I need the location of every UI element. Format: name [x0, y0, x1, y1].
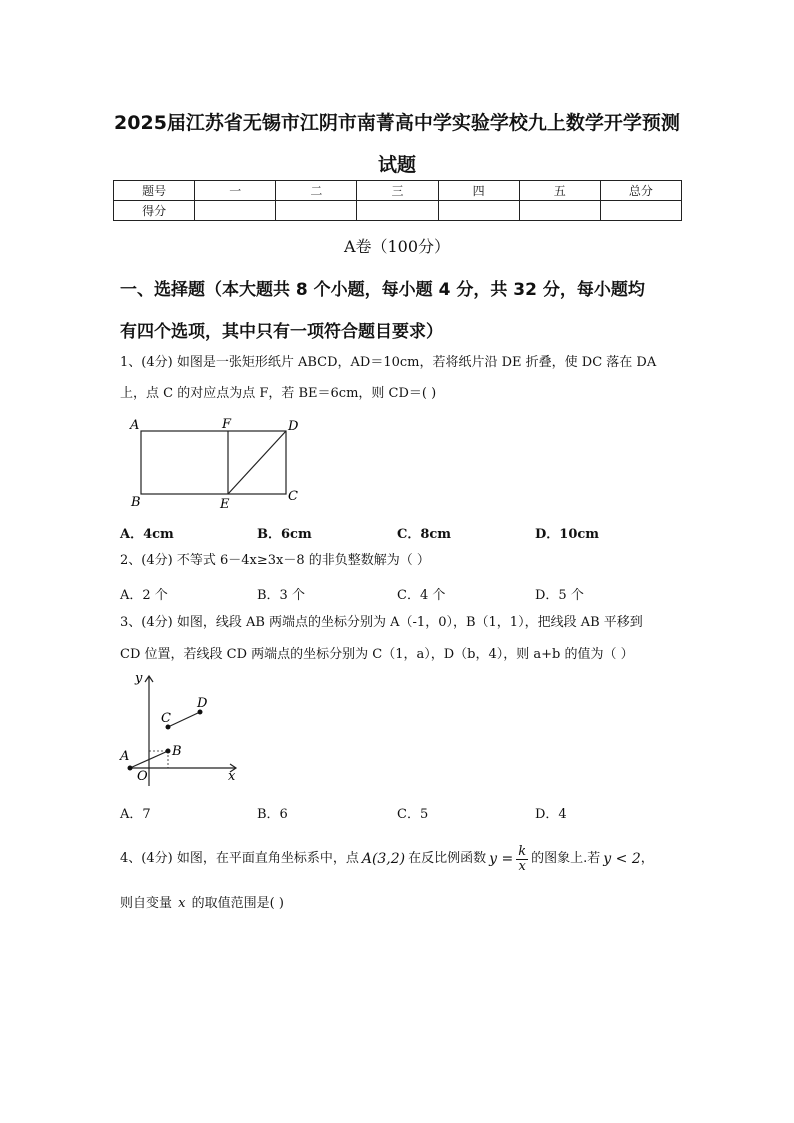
score-cell	[519, 201, 600, 221]
q1-option-d: D．10cm	[535, 527, 600, 542]
volume-heading: A卷（100分）	[343, 237, 451, 256]
q1-option-c: C．8cm	[397, 527, 452, 542]
q1-option-a: A．4cm	[120, 527, 174, 542]
q4-after: 的图象上.若	[531, 851, 601, 866]
q1-option-b: B．6cm	[257, 527, 312, 542]
q1-rect-solid	[141, 431, 286, 494]
score-cell	[438, 201, 519, 221]
q3-label-x: x	[228, 769, 236, 784]
q4-func-den: x	[518, 858, 526, 874]
q2-option-c: C．4 个	[397, 588, 446, 603]
q3-option-c: C．5	[397, 807, 429, 822]
q2-option-b: B．3 个	[257, 588, 305, 603]
score-table-header-row	[114, 181, 682, 201]
score-cell	[357, 201, 438, 221]
q3-coordinate-figure	[118, 668, 248, 790]
score-cell: 二	[276, 181, 357, 201]
q4-condition: y < 2	[603, 851, 641, 867]
score-cell: 一	[195, 181, 276, 201]
score-cell: 总分	[600, 181, 681, 201]
q4-mid: 在反比例函数	[408, 851, 487, 866]
q3-option-a: A．7	[120, 807, 151, 822]
q4-func-num: k	[518, 843, 527, 859]
q3-option-b: B．6	[257, 807, 288, 822]
score-cell: 三	[357, 181, 438, 201]
q1-label-e: E	[220, 497, 230, 512]
q4-line2-post: 的取值范围是( )	[191, 896, 284, 911]
q3-label-c: C	[161, 711, 171, 726]
score-table	[113, 180, 682, 221]
q1-label-b: B	[131, 495, 141, 510]
exam-title-line1: 2025届江苏省无锡市江阴市南菁高中学实验学校九上数学开学预测	[114, 112, 680, 134]
q4-func-y: y =	[489, 851, 514, 867]
q3-label-d: D	[197, 696, 208, 711]
q4-comma: ，	[640, 851, 654, 866]
q2-option-d: D．5 个	[535, 588, 584, 603]
q3-label-b: B	[172, 744, 182, 759]
score-cell	[600, 201, 681, 221]
q1-label-c: C	[288, 489, 298, 504]
q3-label-o: O	[137, 769, 148, 784]
q3-point-a	[128, 766, 133, 771]
q1-label-f: F	[222, 417, 232, 432]
score-cell: 四	[438, 181, 519, 201]
q1-rectangle-figure	[125, 414, 315, 514]
q3-segment-cd	[168, 712, 200, 727]
q3-point-b	[166, 749, 171, 754]
score-cell: 五	[519, 181, 600, 201]
score-cell	[276, 201, 357, 221]
section1-heading-line1: 一、选择题（本大题共 8 个小题，每小题 4 分，共 32 分，每小题均	[120, 280, 645, 300]
q4-point: A(3,2)	[361, 851, 406, 867]
q4-line2-pre: 则自变量	[120, 896, 173, 911]
score-table-score-row	[114, 201, 682, 221]
exam-title-line2: 试题	[377, 154, 416, 176]
q4-text-line1	[120, 839, 680, 879]
section1-heading-line2: 有四个选项，其中只有一项符合题目要求）	[120, 322, 443, 342]
q4-fraction	[516, 845, 528, 874]
score-cell: 题号	[114, 181, 195, 201]
q3-option-d: D．4	[535, 807, 567, 822]
q3-text-line2: CD 位置，若线段 CD 两端点的坐标分别为 C（1，a），D（b，4），则 a+b 的值为（ ）	[120, 647, 634, 662]
q3-label-y: y	[135, 671, 143, 686]
score-cell	[195, 201, 276, 221]
q1-line-ed	[228, 431, 286, 494]
q1-label-d: D	[288, 419, 299, 434]
q4-var: x	[178, 896, 186, 911]
q2-option-a: A．2 个	[120, 588, 168, 603]
q4-prefix: 4、(4分) 如图，在平面直角坐标系中，点	[120, 851, 359, 866]
q1-text-line1: 1、(4分) 如图是一张矩形纸片 ABCD，AD＝10cm，若将纸片沿 DE 折叠，使 DC 落在 DA	[120, 355, 657, 370]
q2-text: 2、(4分) 不等式 6－4x≥3x－8 的非负整数解为（ ）	[120, 553, 430, 568]
score-cell: 得分	[114, 201, 195, 221]
q4-text-line2	[120, 896, 680, 912]
q3-label-a: A	[120, 749, 130, 764]
q1-label-a: A	[130, 418, 140, 433]
q3-text-line1: 3、(4分) 如图，线段 AB 两端点的坐标分别为 A（-1，0），B（1，1），把线段 AB 平移到	[120, 615, 643, 630]
q1-text-line2: 上，点 C 的对应点为点 F，若 BE＝6cm，则 CD＝( )	[120, 386, 437, 401]
